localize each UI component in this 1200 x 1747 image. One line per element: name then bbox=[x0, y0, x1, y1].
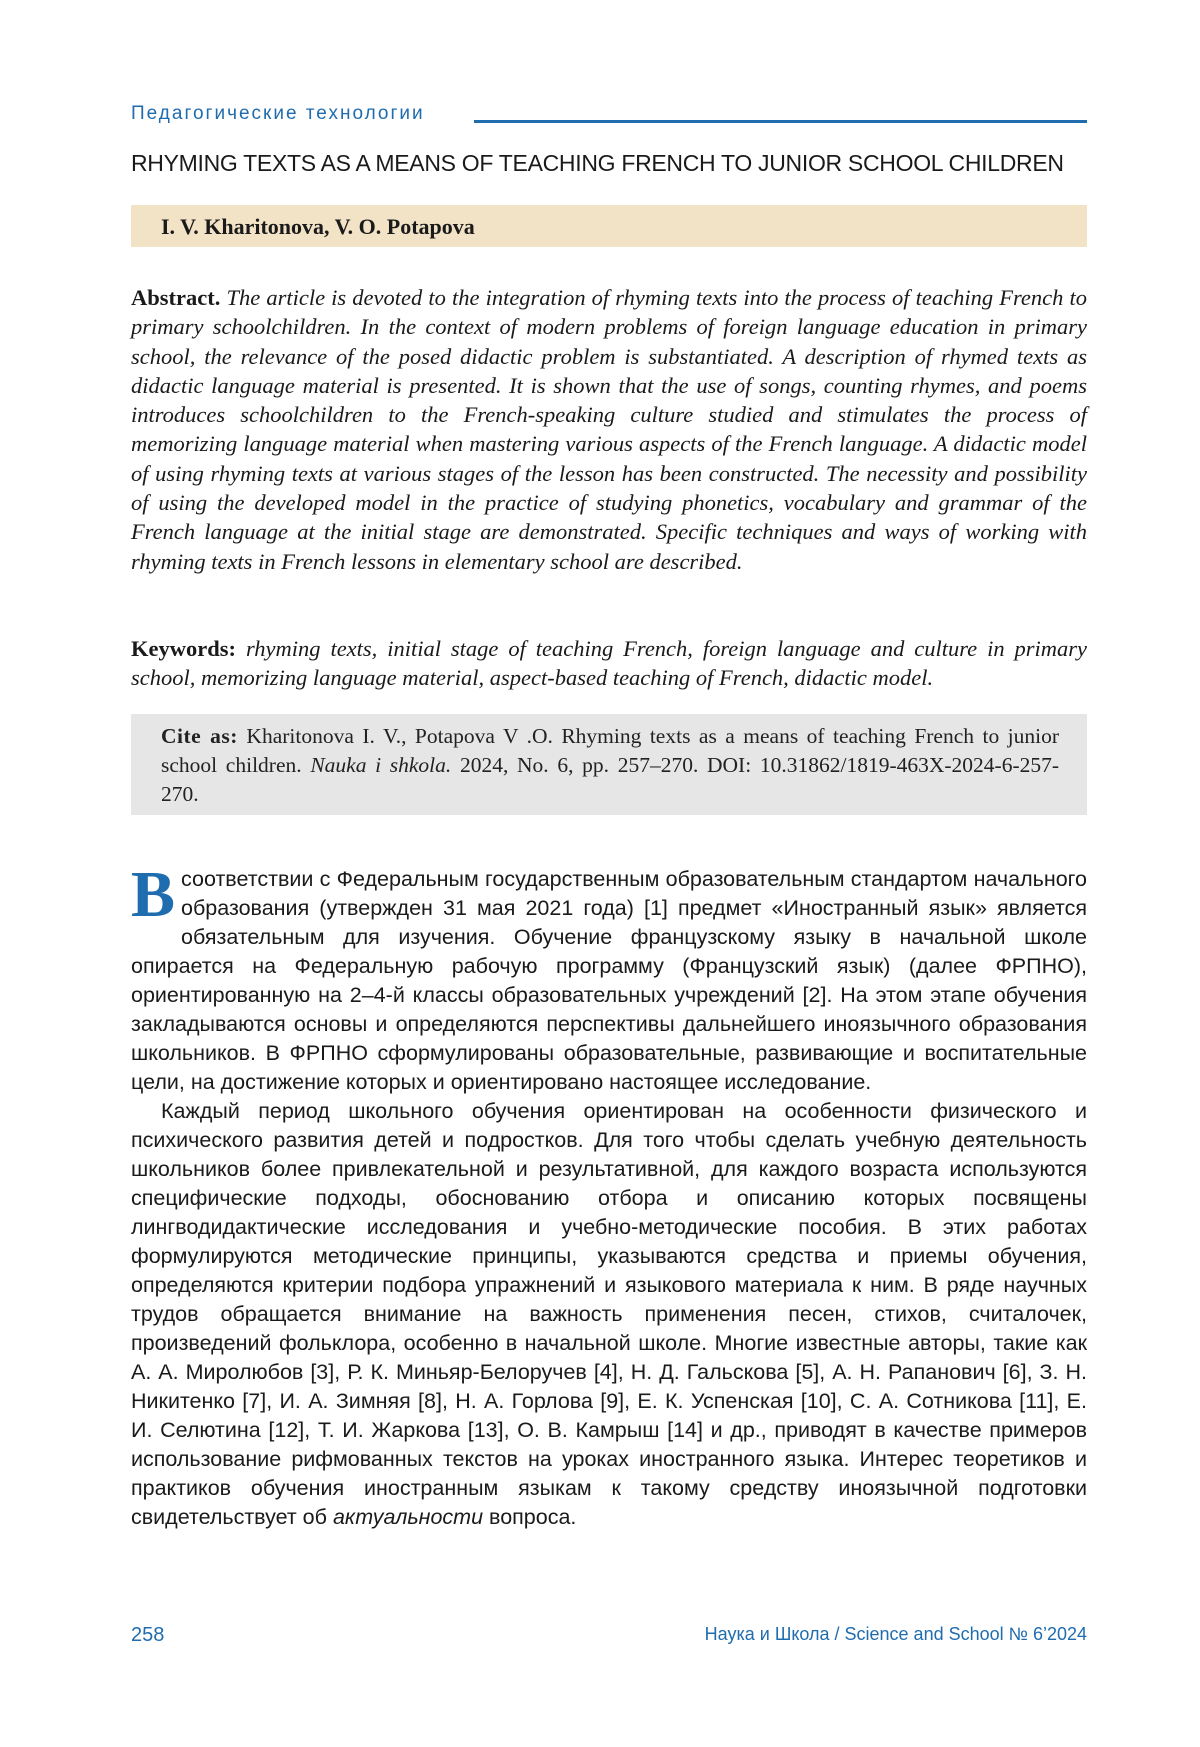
paragraph-2 bbox=[131, 1097, 1087, 1532]
cite-box bbox=[131, 714, 1087, 815]
cite-details: 2024, No. 6, pp. 257–270. DOI: 10.31862/1819-463X-2024-6-257-270. bbox=[161, 753, 1060, 806]
paragraph-2-text: Каждый период школьного обучения ориентирован на особенности физического и психического развития детей и подростков. Для того чтобы сделать учебную деятельность школьников более привлекательной и результативной, для каждого возраста используются специфические подходы, обоснованию отбора и описанию которых посвящены лингводидактические исследования и учебно-методические пособия. В этих работах формулируются методические принципы, указываются средства и приемы обучения, определяются критерии подбора упражнений и языкового материала к ним. В ряде научных трудов обращается внимание на важность применения песен, стихов, считалочек, произведений фольклора, особенно в начальной школе. Многие известные авторы, такие как А. А. Миролюбов [3], Р. К. Миньяр-Белоручев [4], Н. Д. Гальскова [5], А. Н. Рапанович [6], З. Н. Никитенко [7], И. А. Зимняя [8], Н. А. Горлова [9], Е. К. Успенская [10], С. А. Сотникова [11], Е. И. Селютина [12], Т. И. Жаркова [13], О. В. Камрыш [14] и др., приводят в качестве примеров использование рифмованных текстов на уроках иностранного языка. Интерес теоретиков и практиков обучения иностранным языкам к такому средству иноязычной подготовки свидетельствует об bbox=[131, 1099, 1087, 1529]
citation bbox=[161, 722, 1059, 809]
paragraph-1 bbox=[131, 858, 1087, 1097]
abstract-label: Abstract. bbox=[131, 285, 221, 310]
section-title: Педагогические технологии bbox=[131, 103, 425, 124]
drop-cap: В bbox=[131, 858, 176, 931]
keywords-label: Keywords: bbox=[131, 636, 236, 661]
paragraph-2-emphasis: актуальности bbox=[332, 1505, 484, 1529]
article-title: RHYMING TEXTS AS A MEANS OF TEACHING FRENCH TO JUNIOR SCHOOL CHILDREN bbox=[131, 150, 1064, 176]
authors-box bbox=[131, 205, 1087, 247]
authors: I. V. Kharitonova, V. O. Potapova bbox=[161, 214, 475, 239]
keywords-text: rhyming texts, initial stage of teaching French, foreign language and culture in primary school, memorizing language material, aspect-based teaching of French, didactic model. bbox=[131, 636, 1088, 691]
cite-text: Kharitonova I. V., Potapova V .O. Rhyming texts as a means of teaching French to junior school children. bbox=[161, 724, 1060, 777]
cite-journal: Nauka i shkola. bbox=[310, 753, 452, 777]
body-text bbox=[131, 858, 1087, 1532]
page-number: 258 bbox=[131, 1624, 165, 1646]
journal-name: Наука и Школа / Science and School № 6’2024 bbox=[704, 1624, 1087, 1644]
paragraph-1-text: соответствии с Федеральным государственным образовательным стандартом начального образования (утвержден 31 мая 2021 года) [1] предмет «Иностранный язык» является обязательным для изучения. Обучение французскому языку в начальной школе опирается на Федеральную рабочую программу (Французский язык) (далее ФРПНО), ориентированную на 2–4-й классы образовательных учреждений [2]. На этом этапе обучения закладываются основы и определяются перспективы дальнейшего иноязычного образования школьников. В ФРПНО сформулированы образовательные, развивающие и воспитательные цели, на достижение которых и ориентировано настоящее исследование. bbox=[131, 867, 1087, 1094]
cite-label: Cite as: bbox=[161, 724, 238, 748]
paragraph-2-end: вопроса. bbox=[489, 1505, 577, 1529]
running-header bbox=[131, 103, 1087, 127]
header-rule bbox=[474, 120, 1087, 123]
abstract bbox=[131, 283, 1087, 576]
page-footer bbox=[131, 1624, 1087, 1652]
keywords bbox=[131, 634, 1087, 693]
abstract-text: The article is devoted to the integration of rhyming texts into the process of teaching French to primary schoolchildren. In the context of modern problems of foreign language education in primary school, the relevance of the posed didactic problem is substantiated. A description of rhymed texts as didactic language material is presented. It is shown that the use of songs, counting rhymes, and poems introduces schoolchildren to the French-speaking culture studied and stimulates the process of memorizing language material when mastering various aspects of the French language. A didactic model of using rhyming texts at various stages of the lesson has been constructed. The necessity and possibility of using the developed model in the practice of studying phonetics, vocabulary and grammar of the French language at the initial stage are demonstrated. Specific techniques and ways of working with rhyming texts in French lessons in elementary school are described. bbox=[131, 285, 1087, 574]
